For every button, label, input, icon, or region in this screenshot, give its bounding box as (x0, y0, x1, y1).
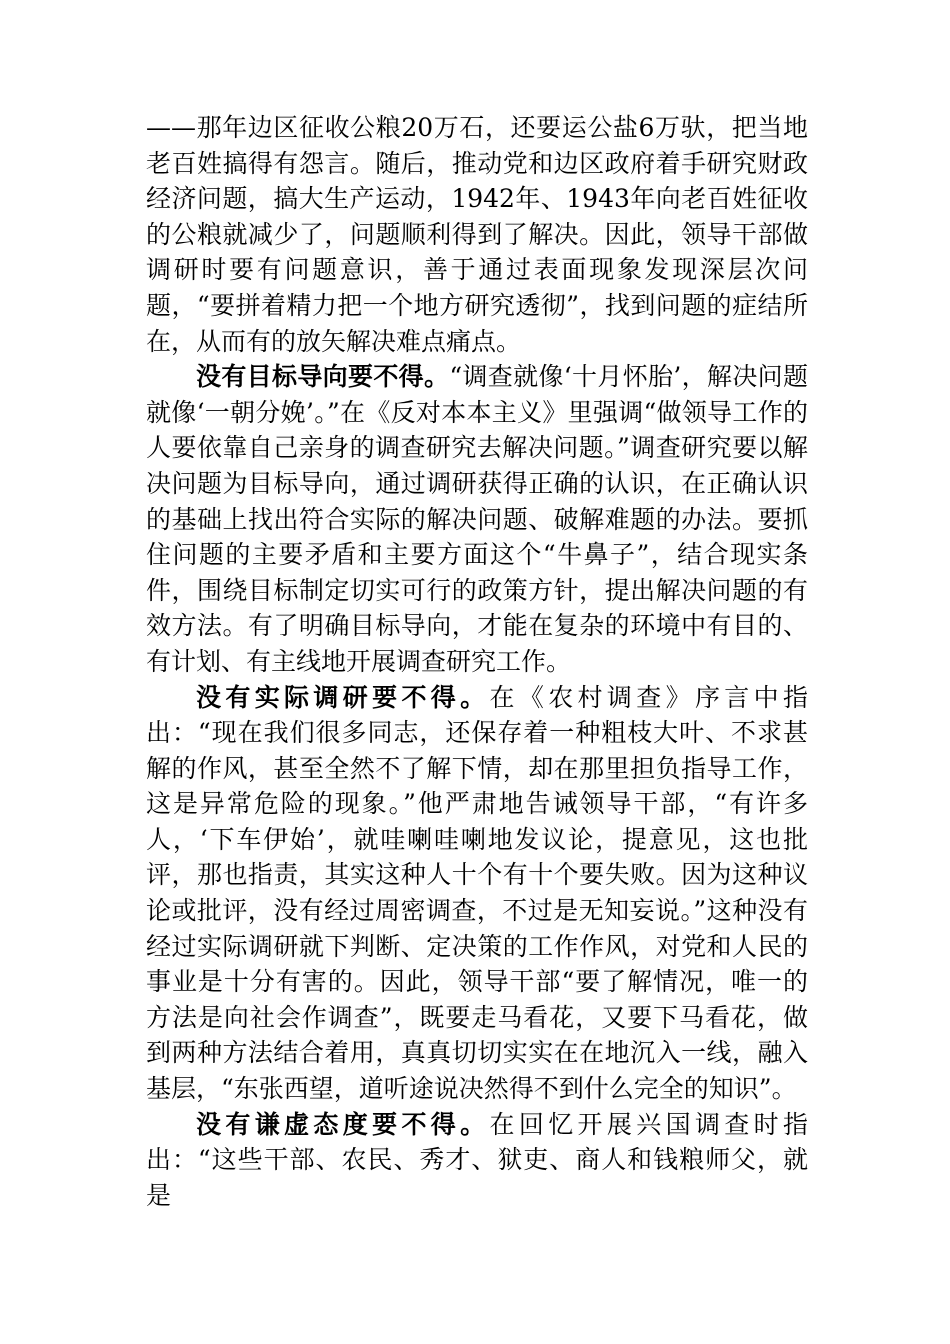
document-page (146, 110, 808, 1213)
paragraph-text: ——那年边区征收公粮20万石，还要运公盐6万驮，把当地老百姓搞得有怨言。随后，推动党和边区政府着手研究财政经济问题，搞大生产运动，1942年、1943年向老百姓征收的公粮就减少了，问题顺利得到了解决。因此，领导干部做调研时要有问题意识，善于通过表面现象发现深层次问题，“要拼着精力把一个地方研究透彻”，找到问题的症结所在，从而有的放矢解决难点痛点。 (146, 113, 808, 356)
paragraph-lead-heading: 没有实际调研要不得。 (196, 682, 490, 712)
paragraph-lead-heading: 没有目标导向要不得。 (196, 362, 450, 392)
paragraph-goal-orientation (146, 359, 808, 679)
paragraph-actual-research (146, 680, 808, 1107)
paragraph-continuation (146, 110, 808, 359)
paragraph-lead-heading: 没有谦虚态度要不得。 (196, 1109, 490, 1139)
paragraph-text: 在回忆开展兴国调查时指出：“这些干部、农民、秀才、狱吏、商人和钱粮师父，就是 (146, 1109, 808, 1210)
paragraph-humble-attitude (146, 1107, 808, 1214)
paragraph-text: 在《农村调查》序言中指出：“现在我们很多同志，还保存着一种粗枝大叶、不求甚解的作风，甚至全然不了解下情，却在那里担负指导工作，这是异常危险的现象。”他严肃地告诫领导干部，“有许多人，‘下车伊始’，就哇喇哇喇地发议论，提意见，这也批评，那也指责，其实这种人十个有十个要失败。因为这种议论或批评，没有经过周密调查，不过是无知妄说。”这种没有经过实际调研就下判断、定决策的工作作风，对党和人民的事业是十分有害的。因此，领导干部“要了解情况，唯一的方法是向社会作调查”，既要走马看花，又要下马看花，做到两种方法结合着用，真真切切实实在在地沉入一线，融入基层，“东张西望，道听途说决然得不到什么完全的知识”。 (146, 682, 808, 1104)
paragraph-text: “调查就像‘十月怀胎’，解决问题就像‘一朝分娩’。”在《反对本本主义》里强调“做领导工作的人要依靠自己亲身的调查研究去解决问题。”调查研究要以解决问题为目标导向，通过调研获得正确的认识，在正确认识的基础上找出符合实际的解决问题、破解难题的办法。要抓住问题的主要矛盾和主要方面这个“牛鼻子”，结合现实条件，围绕目标制定切实可行的政策方针，提出解决问题的有效方法。有了明确目标导向，才能在复杂的环境中有目的、有计划、有主线地开展调查研究工作。 (146, 362, 808, 676)
